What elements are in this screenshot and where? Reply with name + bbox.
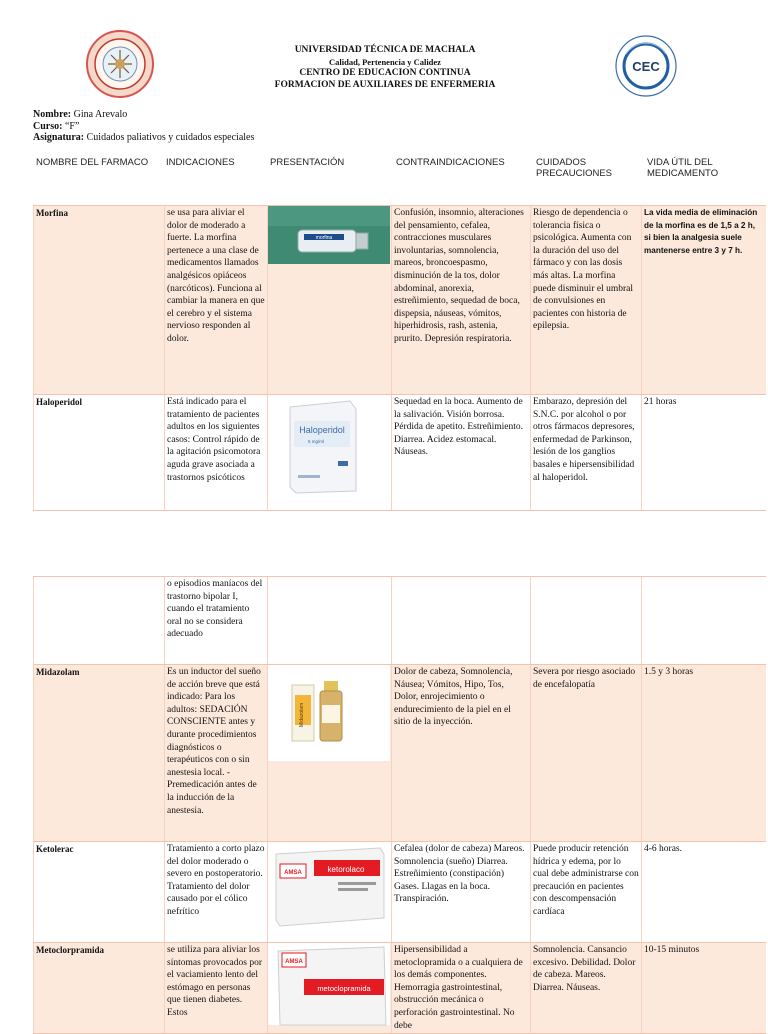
haloperidol-box-dose: 5 mg/ml	[308, 439, 325, 444]
drug-indications: Tratamiento a corto plazo del dolor moderado o severo en postoperatorio. Tratamiento del dolor causado por el cólico nefrítico	[165, 842, 268, 943]
drug-name	[34, 577, 165, 665]
table-row-midazolam	[34, 665, 766, 842]
drug-care	[531, 577, 642, 665]
center-name: CENTRO DE EDUCACION CONTINUA	[299, 68, 471, 78]
haloperidol-box-label: Haloperidol	[299, 425, 345, 435]
table-row-haloperidol	[34, 395, 766, 511]
ketorolaco-brand: AMSA	[284, 870, 302, 876]
drug-contraindications: Sequedad en la boca. Aumento de la salivación. Visión borrosa. Pérdida de apetito. Estreñimiento. Diarrea. Acidez estomacal. Náuseas.	[392, 395, 531, 511]
table-row-haloperidol-continued	[34, 577, 766, 665]
drug-indications: o episodios maníacos del trastorno bipolar I, cuando el tratamiento oral no se considera adecuado	[165, 577, 268, 665]
midazolam-box-label: Midazolam	[299, 702, 305, 727]
drug-contraindications: Dolor de cabeza, Somnolencia, Náusea; Vómitos, Hipo, Tos, Dolor, enrojecimiento o endurecimiento de la piel en el sitio de la inyección.	[392, 665, 531, 842]
drug-indications: Está indicado para el tratamiento de pacientes adultos en los siguientes casos: Control rápido de la agitación psicomotora aguda grave asociada a trastornos psicóticos	[165, 395, 268, 511]
table-row-metoclopramida	[34, 943, 766, 1034]
university-seal-icon	[86, 30, 154, 98]
ketorolaco-box-image	[268, 842, 390, 930]
drug-shelf-life: 10-15 minutos	[642, 943, 766, 1034]
drug-name: Midazolam	[34, 665, 165, 842]
drug-shelf-life: 1.5 y 3 horas	[642, 665, 766, 842]
student-name: Gina Arevalo	[73, 109, 128, 120]
program-name: FORMACION DE AUXILIARES DE ENFERMERIA	[274, 79, 496, 90]
table-row-ketorolac	[34, 842, 766, 943]
drug-presentation	[268, 842, 392, 943]
student-name-line	[33, 109, 254, 121]
metoclopramida-box-image	[268, 943, 390, 1025]
drug-indications: se usa para aliviar el dolor de moderado a fuerte. La morfina pertenece a una clase de medicamentos llamados analgésicos opiáceos (narcóticos). Funciona al cambiar la manera en que el cerebro y el sistema nervioso responden al dolor.	[165, 206, 268, 395]
drug-shelf-life: 4-6 horas.	[642, 842, 766, 943]
drug-care: Somnolencia. Cansancio excesivo. Debilidad. Dolor de cabeza. Mareos. Diarrea. Náuseas.	[531, 943, 642, 1034]
drug-shelf-life	[642, 577, 766, 665]
column-header-presentation: PRESENTACIÓN	[270, 157, 345, 168]
drug-presentation	[268, 395, 392, 511]
column-header-name: NOMBRE DEL FARMACO	[36, 157, 149, 168]
subject-value: Cuidados paliativos y cuidados especiales	[86, 132, 255, 143]
course-value: “F”	[64, 120, 80, 132]
course-line	[33, 121, 254, 133]
drug-table-page2	[33, 576, 766, 1034]
midazolam-vial-image	[268, 665, 390, 761]
metoclopramida-brand: AMSA	[285, 959, 303, 965]
drug-name: Morfina	[34, 206, 165, 395]
drug-presentation	[268, 577, 392, 665]
university-name: UNIVERSIDAD TÉCNICA DE MACHALA	[294, 45, 476, 55]
drug-care: Severa por riesgo asociado de encefalopatía	[531, 665, 642, 842]
drug-presentation	[268, 943, 392, 1034]
drug-contraindications: Confusión, insomnio, alteraciones del pensamiento, cefalea, contracciones musculares involuntarias, somnolencia, mareos, broncoespasmo, disminución de la tos, dolor abdominal, anorexia, estreñimiento, sequedad de boca, dispepsia, náuseas, vómitos, hiperhidrosis, rash, astenia, prurito. Depresión respiratoria.	[392, 206, 531, 395]
ketorolaco-box-label: ketorolaco	[327, 865, 365, 874]
drug-indications: se utiliza para aliviar los síntomas provocados por el vaciamiento lento del estómago en personas que tienen diabetes. Estos	[165, 943, 268, 1034]
table-row-morfina	[34, 206, 766, 395]
column-header-shelf-life: VIDA ÚTIL DEL MEDICAMENTO	[647, 157, 719, 179]
institution-heading	[220, 45, 550, 91]
drug-name: Metoclorpramida	[34, 943, 165, 1034]
drug-shelf-life: La vida media de eliminación de la morfina es de 1,5 a 2 h, si bien la analgesia suele mantenerse entre 3 y 7 h.	[642, 206, 766, 395]
morfina-vial-label: morfina	[315, 235, 333, 241]
drug-indications: Es un inductor del sueño de acción breve que está indicado: Para los adultos: SEDACIÓN CONSCIENTE antes y durante procedimientos diagnósticos o terapéuticos con o sin anestesia local. - Premedicación antes de la inducción de la anestesia.	[165, 665, 268, 842]
column-header-contraindications: CONTRAINDICACIONES	[396, 157, 505, 168]
drug-contraindications: Hipersensibilidad a metoclopramida o a cualquiera de los demás componentes. Hemorragia gastrointestinal, obstrucción mecánica o perforación gastrointestinal. No debe	[392, 943, 531, 1034]
column-header-indications: INDICACIONES	[166, 157, 235, 168]
drug-name: Ketolerac	[34, 842, 165, 943]
drug-care: Puede producir retención hídrica y edema, por lo cual debe administrarse con precaución en pacientes con descompensación cardíaca	[531, 842, 642, 943]
cec-logo-icon	[614, 34, 678, 98]
subject-line	[33, 132, 254, 144]
subject-label: Asignatura:	[33, 132, 85, 143]
drug-contraindications: Cefalea (dolor de cabeza) Mareos. Somnolencia (sueño) Diarrea. Estreñimiento (constipación) Gases. Llagas en la boca. Transpiración.	[392, 842, 531, 943]
drug-presentation	[268, 665, 392, 842]
name-label: Nombre:	[33, 109, 72, 120]
drug-care: Embarazo, depresión del S.N.C. por alcohol o por otros fármacos depresores, enfermedad de Parkinson, lesión de los ganglios basales e hipersensibilidad al haloperidol.	[531, 395, 642, 511]
cec-logo-text: CEC	[632, 59, 660, 74]
drug-table-page1	[33, 205, 766, 511]
drug-presentation	[268, 206, 392, 395]
course-label: Curso:	[33, 120, 63, 132]
haloperidol-box-image	[268, 395, 390, 497]
column-header-care: CUIDADOS PRECAUCIONES	[536, 157, 613, 179]
student-info	[33, 109, 254, 144]
drug-care: Riesgo de dependencia o tolerancia física o psicológica. Aumenta con la duración del uso del fármaco y con las dosis más altas. La morfina puede disminuir el umbral de convulsiones en pacientes con historia de epilepsia.	[531, 206, 642, 395]
drug-contraindications	[392, 577, 531, 665]
university-motto: Calidad, Pertenencia y Calidez	[329, 56, 441, 67]
morfina-vial-image	[268, 206, 390, 264]
metoclopramida-box-label: metoclopramida	[317, 984, 371, 993]
drug-shelf-life: 21 horas	[642, 395, 766, 511]
drug-name: Haloperidol	[34, 395, 165, 511]
page-header	[0, 0, 768, 100]
